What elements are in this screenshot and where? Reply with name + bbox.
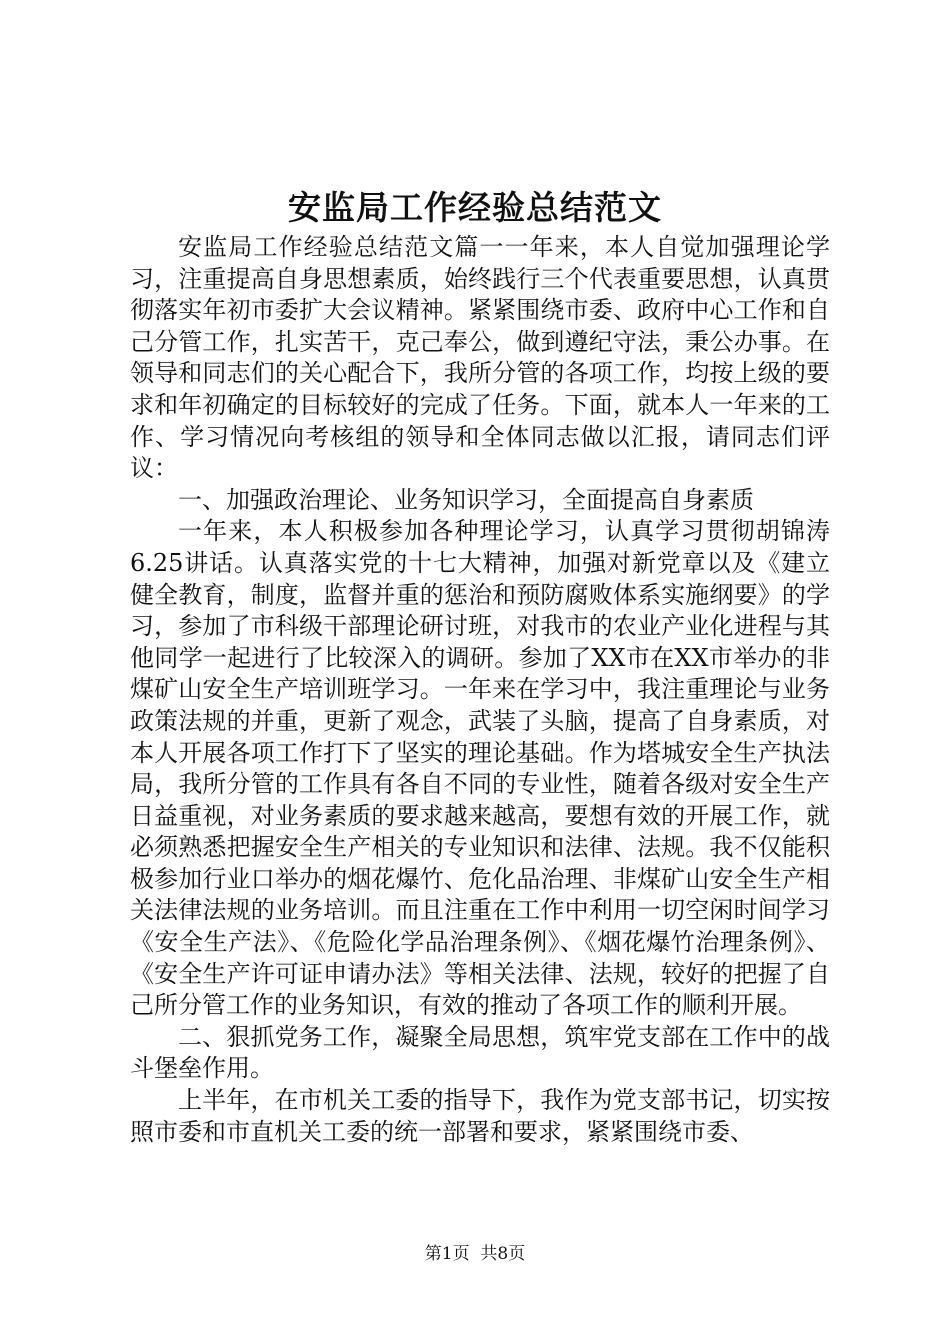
page-footer — [0, 1242, 950, 1266]
page-number: 第1页 — [424, 1244, 470, 1264]
section-heading-1: 一、加强政治理论、业务知识学习，全面提高自身素质 — [178, 485, 754, 514]
total-pages: 共8页 — [480, 1244, 526, 1264]
paragraph-study: 一年来，本人积极参加各种理论学习，认真学习贯彻胡锦涛6.25讲话。认真落实党的十七大精神，加强对新党章以及《建立健全教育，制度，监督并重的惩治和预防腐败体系实施纲要》的学习，参加了市科级干部理论研讨班，对我市的农业产业化进程与其他同学一起进行了比较深入的调研。参加了XX市在XX市举办的非煤矿山安全生产培训班学习。一年来在学习中，我注重理论与业务政策法规的并重，更新了观念，武装了头脑，提高了自身素质，对本人开展各项工作打下了坚实的理论基础。作为塔城安全生产执法局，我所分管的工作具有各自不同的专业性，随着各级对安全生产日益重视，对业务素质的要求越来越高，要想有效的开展工作，就必须熟悉把握安全生产相关的专业知识和法律、法规。我不仅能积极参加行业口举办的烟花爆竹、危化品治理、非煤矿山安全生产相关法律法规的业务培训。而且注重在工作中利用一切空闲时间学习《安全生产法》、《危险化学品治理条例》、《烟花爆竹治理条例》、《安全生产许可证申请办法》等相关法律、法规，较好的把握了自己所分管工作的业务知识，有效的推动了各项工作的顺利开展。 — [130, 517, 830, 1020]
document-title: 安监局工作经验总结范文 — [288, 188, 662, 227]
section-heading-2: 二、狠抓党务工作，凝聚全局思想，筑牢党支部在工作中的战斗堡垒作用。 — [130, 1022, 830, 1083]
paragraph-intro: 安监局工作经验总结范文篇一一年来，本人自觉加强理论学习，注重提高自身思想素质，始终践行三个代表重要思想，认真贯彻落实年初市委扩大会议精神。紧紧围绕市委、政府中心工作和自己分管工作，扎实苦干，克己奉公，做到遵纪守法，秉公办事。在领导和同志们的关心配合下，我所分管的各项工作，均按上级的要求和年初确定的目标较好的完成了任务。下面，就本人一年来的工作、学习情况向考核组的领导和全体同志做以汇报，请同志们评议： — [130, 233, 830, 483]
document-body — [130, 232, 830, 1148]
footer-spacer — [470, 1244, 481, 1264]
paragraph-party-work: 上半年，在市机关工委的指导下，我作为党支部书记，切实按照市委和市直机关工委的统一部署和要求，紧紧围绕市委、 — [130, 1086, 830, 1146]
